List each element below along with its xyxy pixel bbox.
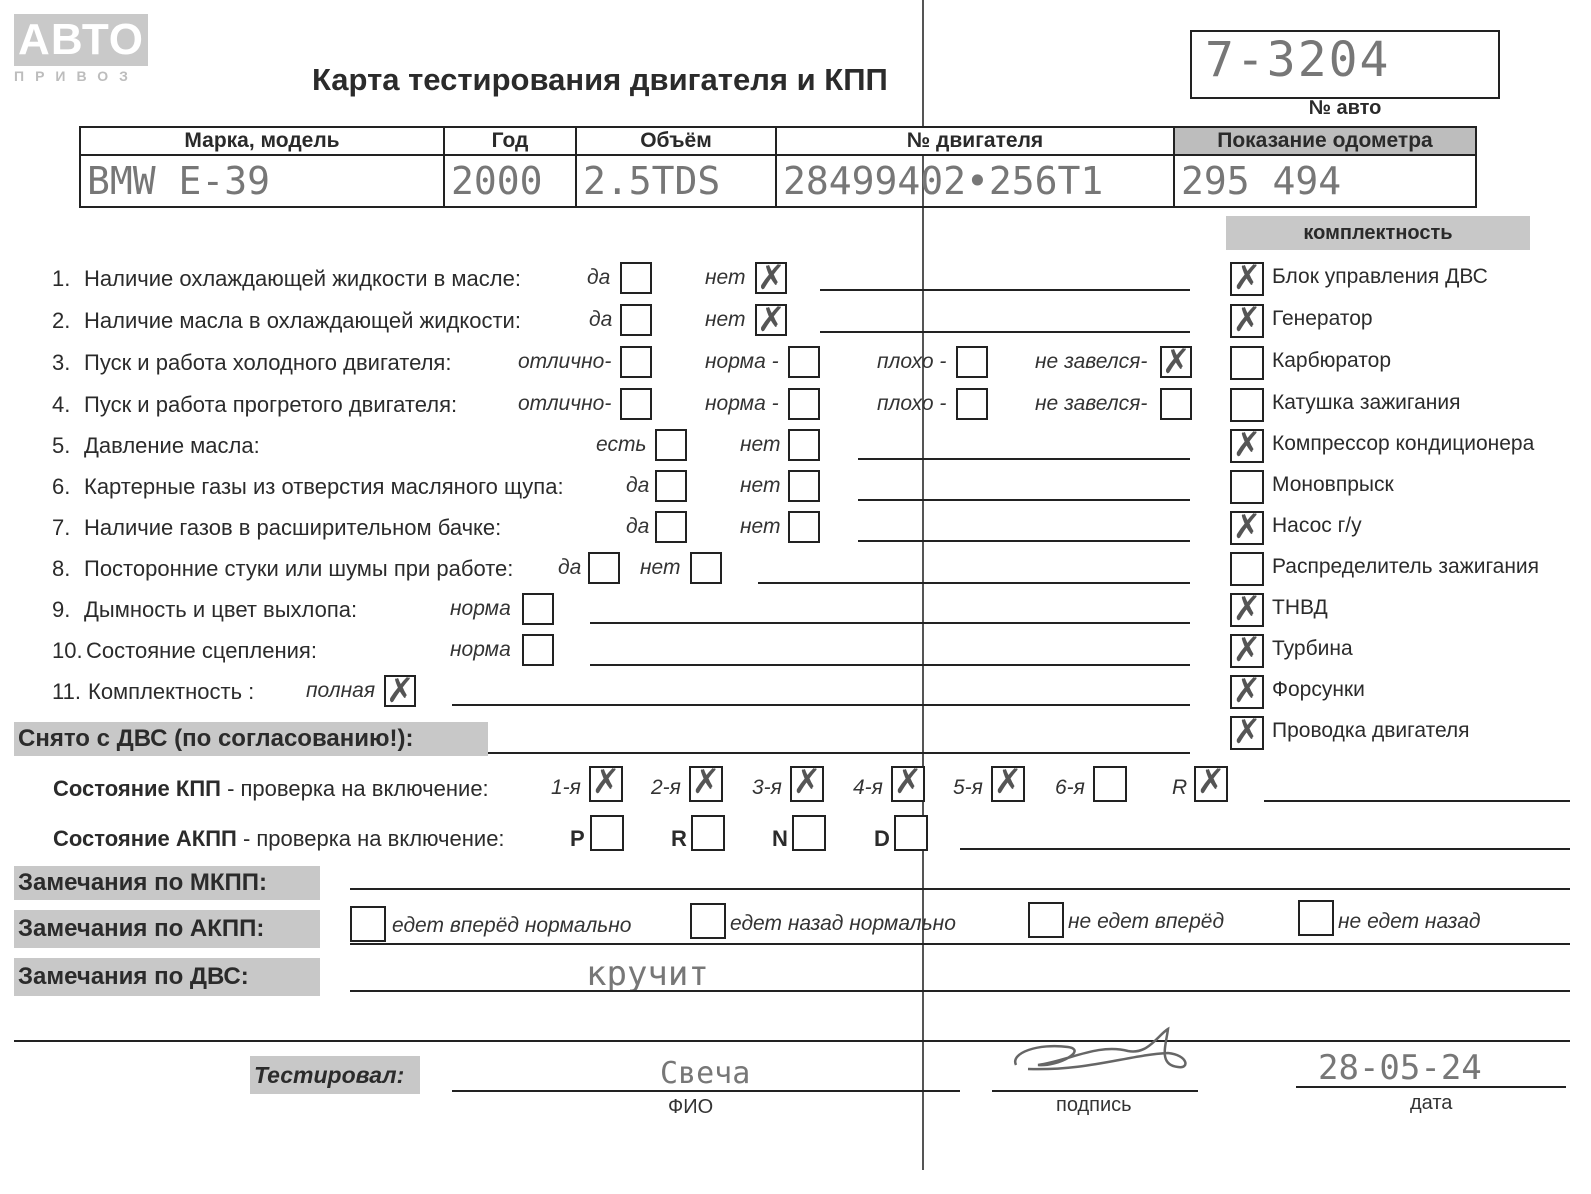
q8-no-checkbox[interactable]: [690, 552, 722, 584]
q7-no-checkbox[interactable]: [788, 511, 820, 543]
col-odometer: Показание одометра: [1174, 127, 1476, 155]
komplektnost-item-9: ТНВД: [1272, 596, 1328, 619]
remarks-akpp-band: Замечания по АКПП:: [14, 910, 320, 948]
col-year: Год: [444, 127, 576, 155]
q6-text: Картерные газы из отверстия масляного щупа:: [84, 474, 564, 499]
q5-opt-present: есть: [596, 433, 647, 456]
q10-text: Состояние сцепления:: [86, 638, 317, 663]
q10-normal-checkbox[interactable]: [522, 634, 554, 666]
akpp-mode-label-4: D: [874, 826, 890, 851]
komplektnost-checkbox-1[interactable]: ✗: [1230, 262, 1264, 296]
komplektnost-item-11: Форсунки: [1272, 678, 1365, 701]
komplektnost-item-4: Катушка зажигания: [1272, 391, 1461, 414]
kpp-gear-checkbox-4[interactable]: ✗: [891, 766, 925, 802]
q4-opt-normal: норма -: [705, 392, 779, 415]
kpp-gear-label-5: 5-я: [953, 776, 983, 799]
signature-caption: подпись: [1056, 1094, 1132, 1116]
komplektnost-checkbox-4[interactable]: [1230, 388, 1264, 422]
kpp-gear-label-6: 6-я: [1055, 776, 1085, 799]
kpp-gear-checkbox-7[interactable]: ✗: [1194, 766, 1228, 802]
q9-line: [590, 622, 1190, 624]
kpp-gear-checkbox-6[interactable]: [1093, 766, 1127, 802]
remarks-dvs-line: [350, 990, 1570, 992]
col-volume: Объём: [576, 127, 776, 155]
akpp-mode-label-1: P: [570, 826, 585, 851]
fio-value: Свеча: [660, 1056, 751, 1091]
q9-normal-checkbox[interactable]: [522, 593, 554, 625]
q3-opt-no-start: не завелся-: [1035, 350, 1148, 373]
footer-separator: [14, 1040, 1570, 1042]
q3-bad-checkbox[interactable]: [956, 346, 988, 378]
q11-text: Комплектность :: [88, 679, 255, 704]
q1-opt-no: нет: [705, 266, 746, 289]
akpp-forward-ok-checkbox[interactable]: [350, 906, 386, 942]
q11-opt-full: полная: [306, 679, 376, 702]
q9-opt-normal: норма: [450, 597, 511, 620]
akpp-mode-checkbox-4[interactable]: [894, 815, 928, 851]
q8-line: [758, 582, 1190, 584]
akpp-mode-label-2: R: [671, 826, 687, 851]
q4-bad-checkbox[interactable]: [956, 388, 988, 420]
q1-num: 1.: [52, 266, 71, 291]
kpp-label-rest: - проверка на включение:: [220, 776, 489, 801]
akpp-line: [960, 848, 1570, 850]
komplektnost-item-7: Насос г/у: [1272, 514, 1362, 537]
value-year: 2000: [444, 155, 576, 207]
q4-opt-bad: плохо -: [877, 392, 947, 415]
kpp-label: [53, 776, 489, 802]
akpp-mode-checkbox-3[interactable]: [792, 815, 826, 851]
komplektnost-item-12: Проводка двигателя: [1272, 719, 1470, 742]
q3-num: 3.: [52, 350, 71, 375]
q5-absent-checkbox[interactable]: [788, 429, 820, 461]
q10-line: [590, 664, 1190, 666]
komplektnost-checkbox-2[interactable]: ✗: [1230, 304, 1264, 338]
page-title: Карта тестирования двигателя и КПП: [312, 62, 888, 97]
q2-line: [820, 331, 1190, 333]
q1-yes-checkbox[interactable]: [620, 262, 652, 294]
logo-tagline: ПРИВОЗ: [14, 68, 139, 84]
q3-opt-excellent: отлично-: [518, 350, 612, 373]
akpp-label-rest: - проверка на включение:: [236, 826, 505, 851]
q6-opt-no: нет: [740, 474, 781, 497]
col-make-model: Марка, модель: [80, 127, 444, 155]
q10-num: 10.: [52, 638, 83, 663]
akpp-no-forward-checkbox[interactable]: [1028, 902, 1064, 938]
komplektnost-item-2: Генератор: [1272, 307, 1373, 330]
akpp-label: [53, 826, 505, 852]
q8-opt-yes: да: [558, 556, 582, 579]
kpp-gear-checkbox-2[interactable]: ✗: [689, 766, 723, 802]
q3-excellent-checkbox[interactable]: [620, 346, 652, 378]
q2-opt-no: нет: [705, 308, 746, 331]
q6-yes-checkbox[interactable]: [655, 470, 687, 502]
logo-brand: АВТО: [14, 14, 148, 66]
komplektnost-title: комплектность: [1226, 216, 1530, 250]
q6-opt-yes: да: [626, 474, 650, 497]
fio-line: [452, 1090, 960, 1092]
date-caption: дата: [1410, 1092, 1453, 1114]
akpp-backward-ok-label: едет назад нормально: [730, 912, 956, 935]
komplektnost-checkbox-6[interactable]: [1230, 470, 1264, 504]
removed-line: [488, 752, 1190, 754]
kpp-gear-label-4: 4-я: [853, 776, 883, 799]
kpp-gear-label-7: R: [1172, 776, 1188, 799]
q2-num: 2.: [52, 308, 71, 333]
q1-line: [820, 289, 1190, 291]
komplektnost-checkbox-11[interactable]: ✗: [1230, 675, 1264, 709]
komplektnost-item-5: Компрессор кондиционера: [1272, 432, 1535, 455]
q1-text: Наличие охлаждающей жидкости в масле:: [84, 266, 521, 291]
q5-line: [858, 458, 1190, 460]
q6-num: 6.: [52, 474, 71, 499]
q2-yes-checkbox[interactable]: [620, 304, 652, 336]
q11-line: [452, 704, 1190, 706]
remarks-dvs-value: кручит: [586, 954, 709, 994]
q3-normal-checkbox[interactable]: [788, 346, 820, 378]
remarks-mkpp-band: Замечания по МКПП:: [14, 866, 320, 900]
kpp-gear-label-3: 3-я: [752, 776, 782, 799]
akpp-forward-ok-label: едет вперёд нормально: [392, 914, 632, 937]
komplektnost-checkbox-12[interactable]: ✗: [1230, 716, 1264, 750]
komplektnost-checkbox-3[interactable]: [1230, 346, 1264, 380]
q6-no-checkbox[interactable]: [788, 470, 820, 502]
q9-num: 9.: [52, 597, 71, 622]
kpp-gear-checkbox-3[interactable]: ✗: [790, 766, 824, 802]
auto-number-value: 7-3204: [1205, 32, 1391, 88]
removed-band: Снято с ДВС (по согласованию!):: [14, 722, 488, 756]
akpp-mode-checkbox-2[interactable]: [691, 815, 725, 851]
kpp-gear-label-2: 2-я: [651, 776, 681, 799]
q3-text: Пуск и работа холодного двигателя:: [84, 350, 452, 375]
q3-opt-bad: плохо -: [877, 350, 947, 373]
q7-num: 7.: [52, 515, 71, 540]
q4-opt-no-start: не завелся-: [1035, 392, 1148, 415]
kpp-label-bold: Состояние КПП: [53, 776, 221, 801]
akpp-backward-ok-checkbox[interactable]: [690, 903, 726, 939]
q4-normal-checkbox[interactable]: [788, 388, 820, 420]
col-engine-number: № двигателя: [776, 127, 1174, 155]
q10-opt-normal: норма: [450, 638, 511, 661]
akpp-no-backward-label: не едет назад: [1338, 910, 1481, 933]
q4-opt-excellent: отлично-: [518, 392, 612, 415]
tested-by-band: Тестировал:: [250, 1056, 420, 1094]
value-engine-number: 28499402•256T1: [776, 155, 1174, 207]
q7-yes-checkbox[interactable]: [655, 511, 687, 543]
auto-number-label: № авто: [1308, 97, 1382, 119]
q2-no-checkbox[interactable]: ✗: [757, 300, 786, 340]
komplektnost-item-1: Блок управления ДВС: [1272, 265, 1488, 288]
akpp-mode-label-3: N: [772, 826, 788, 851]
value-odometer: 295 494: [1174, 155, 1476, 207]
q4-num: 4.: [52, 392, 71, 417]
q6-line: [858, 499, 1190, 501]
komplektnost-item-3: Карбюратор: [1272, 349, 1392, 372]
remarks-mkpp-line: [350, 888, 1570, 890]
signature: [1008, 1025, 1194, 1087]
q4-excellent-checkbox[interactable]: [620, 388, 652, 420]
akpp-mode-checkbox-1[interactable]: [590, 815, 624, 851]
q4-no-start-checkbox[interactable]: [1160, 388, 1192, 420]
q5-num: 5.: [52, 433, 71, 458]
akpp-label-bold: Состояние АКПП: [53, 826, 237, 851]
vehicle-header-table: [79, 126, 1477, 208]
komplektnost-checkbox-9[interactable]: ✗: [1230, 593, 1264, 627]
q7-opt-no: нет: [740, 515, 781, 538]
remarks-dvs-band: Замечания по ДВС:: [14, 958, 320, 996]
komplektnost-item-6: Моновпрыск: [1272, 473, 1394, 496]
q8-text: Посторонние стуки или шумы при работе:: [84, 556, 514, 581]
komplektnost-checkbox-10[interactable]: ✗: [1230, 634, 1264, 668]
date-line: [1296, 1086, 1566, 1088]
komplektnost-item-8: Распределитель зажигания: [1272, 555, 1540, 578]
q7-text: Наличие газов в расширительном бачке:: [84, 515, 502, 540]
kpp-gear-checkbox-5[interactable]: ✗: [991, 766, 1025, 802]
q2-opt-yes: да: [589, 308, 613, 331]
q1-opt-yes: да: [587, 266, 611, 289]
value-volume: 2.5TDS: [576, 155, 776, 207]
q4-text: Пуск и работа прогретого двигателя:: [84, 392, 458, 417]
q5-present-checkbox[interactable]: [655, 429, 687, 461]
logo: [14, 14, 148, 84]
q8-opt-no: нет: [640, 556, 681, 579]
komplektnost-checkbox-5[interactable]: ✗: [1230, 429, 1264, 463]
kpp-gear-checkbox-1[interactable]: ✗: [589, 766, 623, 802]
date-value: 28-05-24: [1318, 1048, 1482, 1088]
komplektnost-checkbox-8[interactable]: [1230, 552, 1264, 586]
komplektnost-item-10: Турбина: [1272, 637, 1353, 660]
signature-line: [992, 1090, 1198, 1092]
fio-caption: ФИО: [668, 1096, 714, 1118]
q11-num: 11.: [52, 679, 81, 704]
q2-text: Наличие масла в охлаждающей жидкости:: [84, 308, 521, 333]
q7-opt-yes: да: [626, 515, 650, 538]
value-make-model: BMW E-39: [80, 155, 444, 207]
q11-full-checkbox[interactable]: ✗: [386, 671, 415, 711]
kpp-gear-label-1: 1-я: [551, 776, 581, 799]
q8-num: 8.: [52, 556, 71, 581]
q9-text: Дымность и цвет выхлопа:: [84, 597, 358, 622]
q8-yes-checkbox[interactable]: [588, 552, 620, 584]
q1-no-checkbox[interactable]: ✗: [757, 258, 786, 298]
q7-line: [858, 540, 1190, 542]
kpp-line: [1264, 800, 1570, 802]
akpp-no-backward-checkbox[interactable]: [1298, 900, 1334, 936]
q5-text: Давление масла:: [84, 433, 260, 458]
remarks-akpp-line: [350, 943, 1570, 945]
akpp-no-forward-label: не едет вперёд: [1068, 910, 1225, 933]
q3-no-start-checkbox[interactable]: ✗: [1162, 342, 1191, 382]
q3-opt-normal: норма -: [705, 350, 779, 373]
q5-opt-absent: нет: [740, 433, 781, 456]
komplektnost-checkbox-7[interactable]: ✗: [1230, 511, 1264, 545]
